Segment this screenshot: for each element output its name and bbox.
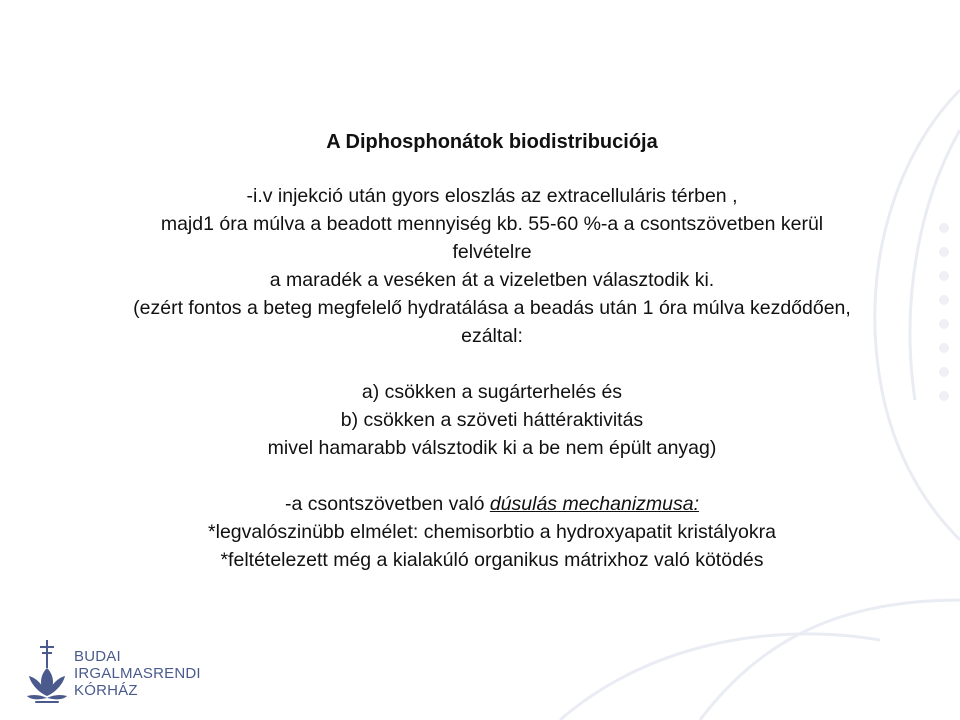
mechanism-emphasis: dúsulás mechanizmusa: bbox=[489, 493, 700, 515]
text-line: majd1 óra múlva a beadott mennyiség kb. 55-60 %-a a csontszövetben kerül bbox=[160, 213, 824, 235]
mechanism-prefix: -a csontszövetben való bbox=[284, 493, 490, 515]
logo-line: IRGALMASRENDI bbox=[74, 665, 201, 682]
text-line: felvételre bbox=[452, 241, 532, 263]
text-line: a maradék a veséken át a vizeletben választodik ki. bbox=[269, 269, 715, 291]
cross-lotus-icon bbox=[26, 638, 68, 710]
text-line: -i.v injekció után gyors eloszlás az extracelluláris térben , bbox=[246, 185, 738, 207]
text-line: (ezért fontos a beteg megfelelő hydratálása a beadás után 1 óra múlva kezdődően, bbox=[133, 297, 851, 319]
hospital-logo bbox=[26, 638, 206, 710]
slide-body bbox=[0, 128, 960, 574]
spacer bbox=[0, 350, 960, 378]
mechanism-line bbox=[0, 490, 960, 518]
text-line: ezáltal: bbox=[461, 325, 523, 347]
text-line: *legvalószinübb elmélet: chemisorbtio a hydroxyapatit kristályokra bbox=[208, 521, 776, 543]
logo-line: KÓRHÁZ bbox=[74, 682, 138, 699]
logo-line: BUDAI bbox=[74, 648, 121, 665]
list-item: a) csökken a sugárterhelés és bbox=[361, 381, 623, 403]
list-item: b) csökken a szöveti háttéraktivitás bbox=[340, 409, 644, 431]
text-line: *feltételezett még a kialakúló organikus mátrixhoz való kötödés bbox=[220, 549, 764, 571]
logo-text bbox=[74, 648, 201, 699]
list-item: mivel hamarabb válsztodik ki a be nem épült anyag) bbox=[267, 437, 717, 459]
slide-title: A Diphosphonátok biodistribuciója bbox=[326, 131, 658, 153]
spacer bbox=[0, 462, 960, 490]
